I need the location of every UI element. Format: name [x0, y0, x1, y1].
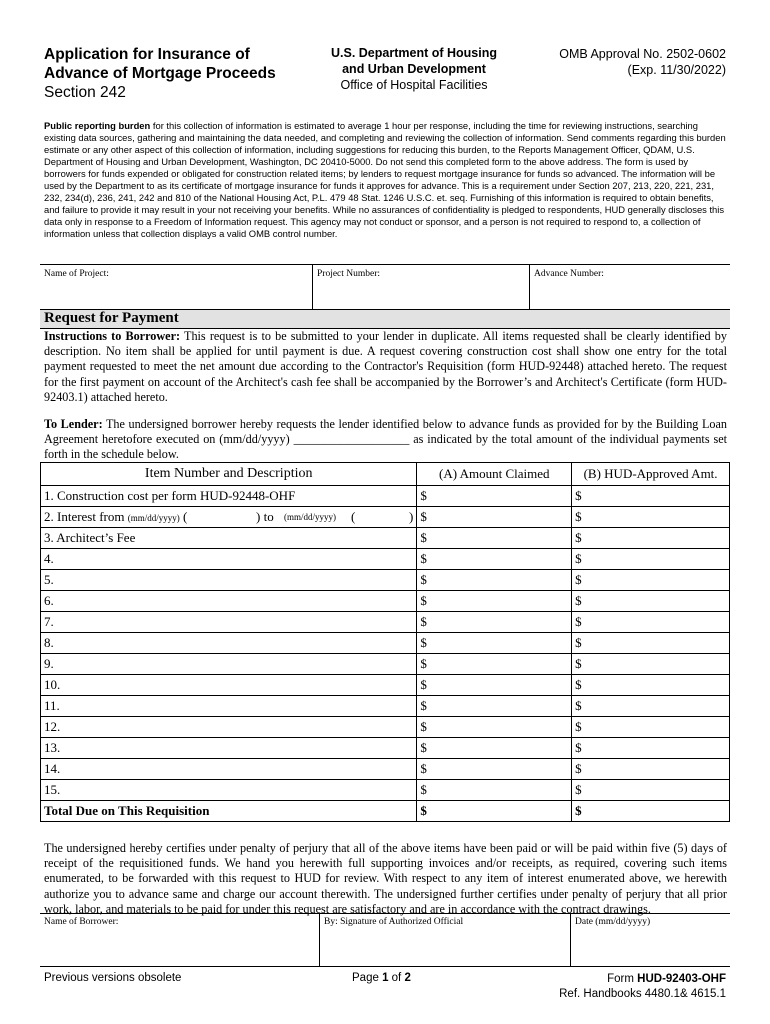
dollar-sign: $: [575, 803, 582, 818]
signature-field[interactable]: [319, 914, 570, 966]
omb-expiration: (Exp. 11/30/2022): [627, 63, 726, 77]
dollar-sign: $: [575, 740, 582, 755]
amount-claimed-cell[interactable]: [417, 486, 572, 507]
dollar-sign: $: [575, 572, 582, 587]
row-description: [41, 507, 417, 528]
amount-claimed-cell[interactable]: [417, 675, 572, 696]
hud-approved-cell[interactable]: [572, 738, 730, 759]
form-id-block: [500, 972, 726, 1002]
previous-versions-note: Previous versions obsolete: [44, 972, 182, 984]
interest-to: ) to: [256, 509, 274, 524]
row-description[interactable]: 9.: [41, 654, 417, 675]
dollar-sign: $: [420, 488, 427, 503]
instructions-lead: Instructions to Borrower:: [44, 329, 181, 343]
dollar-sign: $: [420, 572, 427, 587]
request-title: Request for Payment: [44, 310, 179, 326]
row-description[interactable]: 13.: [41, 738, 417, 759]
hud-approved-cell[interactable]: [572, 507, 730, 528]
interest-prefix: 2. Interest from: [44, 509, 125, 524]
agency-line-2: and Urban Development: [342, 62, 486, 76]
borrower-instructions: [44, 329, 727, 405]
row-description[interactable]: 11.: [41, 696, 417, 717]
amount-claimed-cell[interactable]: [417, 654, 572, 675]
borrower-name-label: Name of Borrower:: [44, 917, 119, 927]
dollar-sign: $: [575, 614, 582, 629]
hud-approved-cell[interactable]: [572, 675, 730, 696]
table-row: [41, 654, 730, 675]
column-header-amount-claimed: (A) Amount Claimed: [417, 463, 572, 486]
total-label: Total Due on This Requisition: [41, 801, 417, 822]
table-row: [41, 528, 730, 549]
column-header-hud-approved: (B) HUD-Approved Amt.: [572, 463, 730, 486]
dollar-sign: $: [575, 593, 582, 608]
hud-approved-cell[interactable]: [572, 696, 730, 717]
table-header-row: [41, 463, 730, 486]
table-row: [41, 549, 730, 570]
lender-text: The undersigned borrower hereby requests the lender identified below to advance funds as provided for by the Building Loan Agreement heretofore executed on (mm/dd/yyyy) ___________________ as indicated by the total amount of the individual payments set forth in the schedule below.: [44, 417, 727, 462]
amount-claimed-cell[interactable]: [417, 528, 572, 549]
dollar-sign: $: [575, 698, 582, 713]
certification-text: The undersigned hereby certifies under penalty of perjury that all of the above items have been paid or will be paid within five (5) days of receipt of the requisitioned funds. We hand you herewith full supporting invoices and/or receipts, as required, covering such items enumerated, to be forwarded with this request to HUD for review. With respect to any item of interest enumerated above, we herewith authorize you to advance same and charge our account therewith. The undersigned further certifies under penalty of perjury that all prior work, labor, and materials to be paid for under this request are satisfactory and are in accordance with the contract drawings.: [44, 841, 727, 916]
row-description[interactable]: 12.: [41, 717, 417, 738]
amount-claimed-cell[interactable]: [417, 717, 572, 738]
dollar-sign: $: [575, 782, 582, 797]
interest-open-paren: (: [183, 509, 188, 524]
burden-text: for this collection of information is estimated to average 1 hour per response, including the time for reviewing instructions, searching existing data sources, gathering and maintaining the data needed, and completing and reviewing the collection of information. Send comments regarding this burden estimate or any other aspect of this collection of information, including suggestions for reducing this burden, to the Reports Management Officer, QDAM, U.S. Department of Housing and Urban Development, Washington, DC 20410-5000. Do not send this completed form to the above address. The form is used by borrowers for funds expended or obligated for construction related items; by lenders to request mortgage insurance for funds so advanced. The information will be used by the Department to as its certificate of mortgage insurance for funds it approves for advance. This is a requirement under Section 207, 213, 220, 221, 231, 232, 234(d), 236, 241, 242 and 810 of the National Housing Act, P.L. 479 48 Stat. 1246 U.S.C. et. seq. Furnishing of this information is required to obtain benefits, and failure to provide it may result in your not receiving your benefits. While no assurances of confidentiality is pledged to respondents, HUD generally discloses this data only in response to a Freedom of Information request. This agency may not conduct or sponsor, and a person is not required to respond to, a collection of information unless that collection displays a valid OMB control number.: [44, 120, 726, 239]
dollar-sign: $: [420, 593, 427, 608]
agency-line-1: U.S. Department of Housing: [331, 46, 497, 60]
dollar-sign: $: [420, 677, 427, 692]
form-prefix: Form: [607, 973, 638, 985]
amount-claimed-cell[interactable]: [417, 759, 572, 780]
amount-claimed-cell[interactable]: [417, 507, 572, 528]
page-total: 2: [404, 972, 411, 984]
amount-claimed-cell[interactable]: [417, 780, 572, 801]
total-row: [41, 801, 730, 822]
section-label: Section 242: [44, 84, 126, 101]
row-description[interactable]: 14.: [41, 759, 417, 780]
omb-approval: OMB Approval No. 2502-0602: [559, 47, 726, 61]
hud-approved-cell[interactable]: [572, 486, 730, 507]
page-number: [352, 972, 411, 984]
project-number-label: Project Number:: [317, 269, 381, 279]
table-row: [41, 612, 730, 633]
table-row: [41, 738, 730, 759]
dollar-sign: $: [420, 656, 427, 671]
dollar-sign: $: [420, 698, 427, 713]
amount-claimed-cell[interactable]: [417, 612, 572, 633]
project-number-field[interactable]: [312, 265, 529, 309]
dollar-sign: $: [420, 782, 427, 797]
amount-claimed-cell[interactable]: [417, 591, 572, 612]
table-row: [41, 780, 730, 801]
hud-approved-cell[interactable]: [572, 612, 730, 633]
column-header-item: Item Number and Description: [41, 463, 417, 486]
table-row: [41, 591, 730, 612]
dollar-sign: $: [575, 719, 582, 734]
project-info-box: [40, 264, 730, 310]
form-number: HUD-92403-OHF: [637, 973, 726, 985]
form-title: [44, 45, 276, 102]
hud-approved-cell[interactable]: [572, 591, 730, 612]
dollar-sign: $: [575, 488, 582, 503]
payment-items-table: [40, 462, 730, 822]
hud-approved-cell[interactable]: [572, 633, 730, 654]
advance-number-label: Advance Number:: [534, 269, 604, 279]
signature-box: [40, 913, 730, 967]
handbook-reference: Ref. Handbooks 4480.1& 4615.1: [559, 988, 726, 1000]
dollar-sign: $: [420, 530, 427, 545]
table-row: [41, 759, 730, 780]
amount-claimed-cell[interactable]: [417, 696, 572, 717]
dollar-sign: $: [420, 740, 427, 755]
instructions-text: This request is to be submitted to your lender in duplicate. All items requested shall be clearly identified by description. No item shall be applied for until payment is due. A request covering construction cost shall show one entry for the total payment requested to meet the net amount due according to the Contractor's Requisition (form HUD-92448) attached hereto. The request for the first payment on account of the Architect's cash fee shall be accompanied by the Borrower’s and Architect's Certificate (form HUD-92403.1) attached hereto.: [44, 329, 727, 404]
borrower-name-field[interactable]: [40, 914, 319, 966]
dollar-sign: $: [420, 719, 427, 734]
dollar-sign: $: [575, 656, 582, 671]
amount-claimed-cell[interactable]: [417, 549, 572, 570]
hud-approved-cell[interactable]: [572, 780, 730, 801]
table-row: [41, 696, 730, 717]
row-description[interactable]: 4.: [41, 549, 417, 570]
dollar-sign: $: [575, 677, 582, 692]
row-description[interactable]: 6.: [41, 591, 417, 612]
row-description[interactable]: 10.: [41, 675, 417, 696]
burden-statement: [44, 120, 728, 240]
page-current: 1: [382, 972, 389, 984]
lender-request: [44, 417, 727, 463]
signature-label: By: Signature of Authorized Official: [324, 917, 464, 927]
amount-claimed-cell[interactable]: [417, 570, 572, 591]
amount-claimed-cell[interactable]: [417, 738, 572, 759]
hud-approved-cell[interactable]: [572, 528, 730, 549]
page-prefix: Page: [352, 972, 383, 984]
date-format-hint: (mm/dd/yyyy): [284, 512, 336, 522]
title-line-1: Application for Insurance of: [44, 46, 250, 63]
dollar-sign: $: [575, 530, 582, 545]
project-name-label: Name of Project:: [44, 269, 109, 279]
advance-number-field[interactable]: [529, 265, 730, 309]
table-row: [41, 675, 730, 696]
date-field[interactable]: [570, 914, 730, 966]
page-of: of: [388, 972, 405, 984]
project-name-field[interactable]: [40, 265, 312, 309]
hud-approved-cell[interactable]: [572, 570, 730, 591]
table-row: [41, 507, 730, 528]
agency-block: [316, 45, 512, 93]
hud-approved-cell[interactable]: [572, 759, 730, 780]
table-row: [41, 570, 730, 591]
row-description: 3. Architect’s Fee: [41, 528, 417, 549]
table-row: [41, 717, 730, 738]
hud-approved-cell[interactable]: [572, 717, 730, 738]
dollar-sign: $: [420, 761, 427, 776]
dollar-sign: $: [575, 635, 582, 650]
dollar-sign: $: [420, 551, 427, 566]
row-description: 1. Construction cost per form HUD-92448-OHF: [41, 486, 417, 507]
dollar-sign: $: [575, 761, 582, 776]
dollar-sign: $: [420, 509, 427, 524]
dollar-sign: $: [420, 614, 427, 629]
dollar-sign: $: [420, 803, 427, 818]
dollar-sign: $: [575, 509, 582, 524]
interest-open-paren-2: (: [351, 509, 356, 524]
hud-approved-cell[interactable]: [572, 549, 730, 570]
omb-block: [520, 46, 726, 78]
burden-lead: Public reporting burden: [44, 120, 151, 131]
row-description[interactable]: 7.: [41, 612, 417, 633]
lender-lead: To Lender:: [44, 417, 103, 431]
interest-close-paren: ): [409, 509, 414, 524]
total-hud-approved[interactable]: [572, 801, 730, 822]
hud-approved-cell[interactable]: [572, 654, 730, 675]
date-format-hint: (mm/dd/yyyy): [127, 513, 180, 523]
total-amount-claimed[interactable]: [417, 801, 572, 822]
row-description[interactable]: 5.: [41, 570, 417, 591]
office-label: Office of Hospital Facilities: [340, 78, 488, 92]
title-line-2: Advance of Mortgage Proceeds: [44, 65, 276, 82]
row-description[interactable]: 15.: [41, 780, 417, 801]
row-description[interactable]: 8.: [41, 633, 417, 654]
dollar-sign: $: [420, 635, 427, 650]
date-label: Date (mm/dd/yyyy): [575, 917, 651, 927]
table-row: [41, 486, 730, 507]
dollar-sign: $: [575, 551, 582, 566]
table-row: [41, 633, 730, 654]
amount-claimed-cell[interactable]: [417, 633, 572, 654]
